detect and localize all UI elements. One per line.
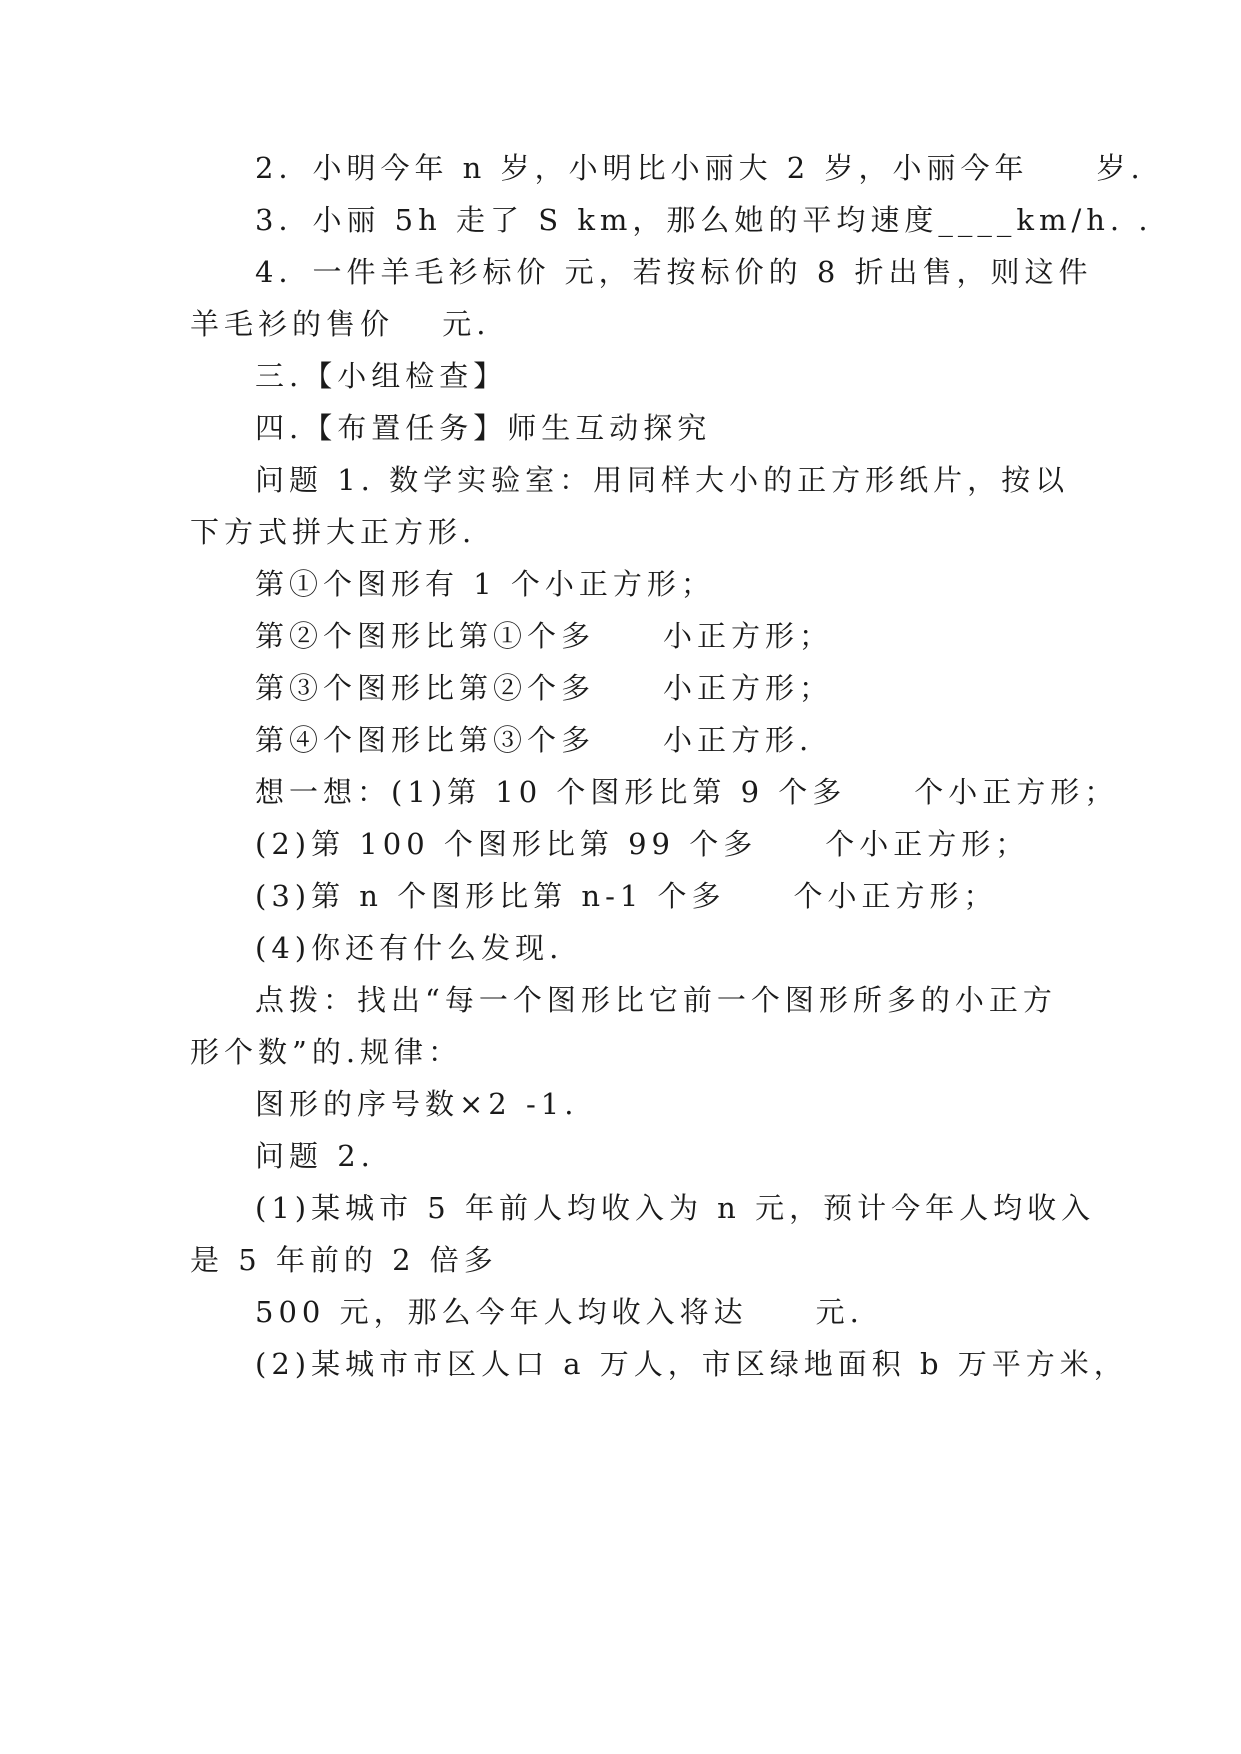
text-line: 第③个图形比第②个多 小正方形； bbox=[255, 671, 834, 705]
section-heading: 四.【布置任务】师生互动探究 bbox=[255, 411, 712, 445]
text-line: (4)你还有什么发现. bbox=[255, 931, 564, 965]
text-line: 500 元，那么今年人均收入将达 元. bbox=[255, 1295, 864, 1329]
text-line: (2)第 100 个图形比第 99 个多 个小正方形； bbox=[255, 827, 1030, 861]
text-line: 是 5 年前的 2 倍多 bbox=[190, 1243, 498, 1277]
text-line: 第②个图形比第①个多 小正方形； bbox=[255, 619, 834, 653]
text-line: 图形的序号数×2 -1. bbox=[255, 1087, 579, 1121]
text-line: 问题 1. 数学实验室：用同样大小的正方形纸片，按以 bbox=[255, 463, 1070, 497]
text-line: 想一想：(1)第 10 个图形比第 9 个多 个小正方形； bbox=[255, 775, 1119, 809]
text-line: 点拨：找出“每一个图形比它前一个图形所多的小正方 bbox=[255, 983, 1057, 1017]
text-line: (2)某城市市区人口 a 万人，市区绿地面积 b 万平方米， bbox=[255, 1347, 1128, 1381]
section-heading: 三.【小组检查】 bbox=[255, 359, 508, 393]
text-line: 3．小丽 5h 走了 S km，那么她的平均速度____km/h. . bbox=[255, 203, 1153, 237]
text-line: (3)第 n 个图形比第 n-1 个多 个小正方形； bbox=[255, 879, 998, 913]
text-line: 2．小明今年 n 岁，小明比小丽大 2 岁，小丽今年 岁. bbox=[255, 151, 1145, 185]
text-line: 下方式拼大正方形. bbox=[190, 515, 477, 549]
text-line: 4．一件羊毛衫标价 元，若按标价的 8 折出售，则这件 bbox=[255, 255, 1093, 289]
text-line: 羊毛衫的售价 元. bbox=[190, 307, 491, 341]
text-line: 第④个图形比第③个多 小正方形. bbox=[255, 723, 814, 757]
text-line: 第①个图形有 1 个小正方形； bbox=[255, 567, 715, 601]
text-line: 形个数”的.规律： bbox=[190, 1035, 463, 1069]
text-line: 问题 2. bbox=[255, 1139, 375, 1173]
text-line: (1)某城市 5 年前人均收入为 n 元，预计今年人均收入 bbox=[255, 1191, 1096, 1225]
